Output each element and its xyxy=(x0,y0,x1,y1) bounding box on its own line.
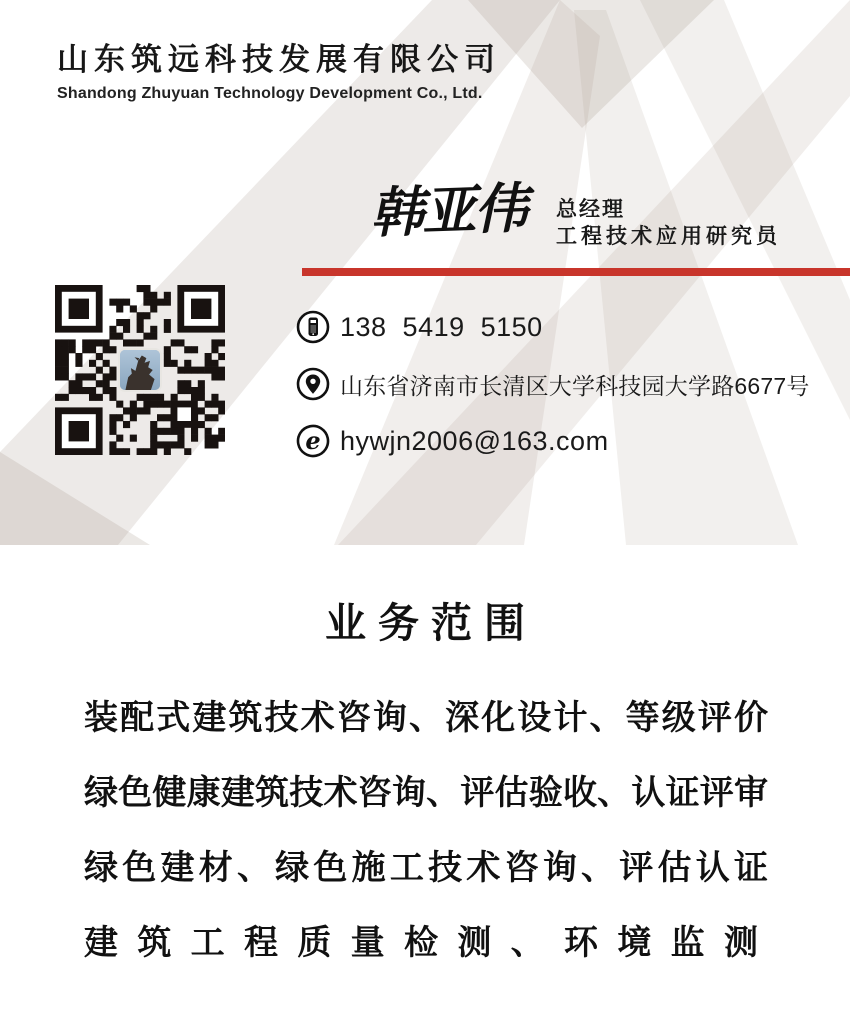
company-name-cn: 山东筑远科技发展有限公司 xyxy=(57,42,501,77)
business-scope-item: 绿色建材、绿色施工技术咨询、评估认证 xyxy=(84,849,768,887)
company-block xyxy=(57,34,501,103)
red-divider-line xyxy=(302,268,850,276)
contact-row-phone xyxy=(296,310,810,344)
person-title-researcher: 工程技术应用研究员 xyxy=(556,225,781,248)
business-scope-item: 绿色健康建筑技术咨询、评估验收、认证评审 xyxy=(84,774,768,812)
contact-row-address xyxy=(296,367,810,401)
company-name-en: Shandong Zhuyuan Technology Development Co., Ltd. xyxy=(57,85,483,102)
contact-list xyxy=(296,310,810,481)
email-address: hywjn2006@163.com xyxy=(340,425,609,456)
svg-text:e: e xyxy=(305,426,321,455)
location-pin-icon xyxy=(296,367,330,401)
phone-number: 138 5419 5150 xyxy=(340,311,543,342)
mobile-phone-icon xyxy=(296,310,330,344)
contact-row-email xyxy=(296,424,810,458)
business-scope-item: 装配式建筑技术咨询、深化设计、等级评价 xyxy=(84,699,768,737)
qr-center-statue-photo xyxy=(118,348,162,392)
person-titles xyxy=(556,196,781,250)
person-name: 韩亚伟 xyxy=(368,175,528,246)
business-scope-item: 建筑工程质量检测、环境监测 xyxy=(84,924,768,962)
qr-code xyxy=(55,285,225,455)
business-scope-heading: 业务范围 xyxy=(325,600,537,646)
email-icon xyxy=(296,424,330,458)
address: 山东省济南市长清区大学科技园大学路6677号 xyxy=(340,372,810,399)
person-title-general-manager: 总经理 xyxy=(556,198,625,221)
